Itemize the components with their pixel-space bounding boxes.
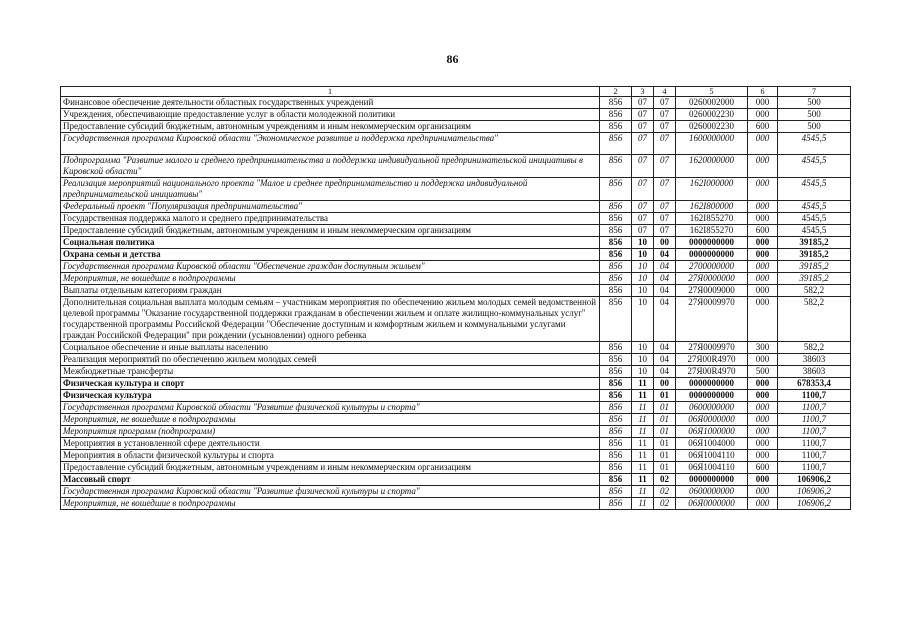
row-cell-code: 856: [600, 285, 632, 297]
row-cell-section: 07: [632, 225, 654, 237]
row-name-cell: Предоставление субсидий бюджетным, автономным учреждениям и иным некоммерческим организациям: [61, 121, 600, 133]
row-cell-target-item: 27Я00R4970: [676, 354, 748, 366]
row-cell-code: 856: [600, 438, 632, 450]
row-cell-section: 11: [632, 426, 654, 438]
row-cell-subsection: 00: [654, 378, 676, 390]
page-number: 86: [446, 52, 459, 66]
row-cell-code: 856: [600, 450, 632, 462]
row-cell-subsection: 01: [654, 438, 676, 450]
row-cell-expense-type: 000: [748, 402, 778, 414]
row-cell-target-item: 0000000000: [676, 237, 748, 249]
row-cell-target-item: 162I855270: [676, 225, 748, 237]
row-cell-target-item: 06Я1004110: [676, 450, 748, 462]
row-cell-section: 10: [632, 285, 654, 297]
table-row: [61, 213, 851, 225]
row-cell-expense-type: 500: [748, 366, 778, 378]
row-cell-amount: 1100,7: [778, 414, 851, 426]
row-cell-code: 856: [600, 225, 632, 237]
row-cell-target-item: 0600000000: [676, 486, 748, 498]
row-name-cell: Охрана семьи и детства: [61, 249, 600, 261]
row-cell-expense-type: 000: [748, 486, 778, 498]
row-cell-amount: 39185,2: [778, 261, 851, 273]
table-row: [61, 450, 851, 462]
table-row: [61, 486, 851, 498]
row-cell-amount: 4545,5: [778, 201, 851, 213]
row-cell-amount: 678353,4: [778, 378, 851, 390]
row-cell-subsection: 07: [654, 121, 676, 133]
row-cell-section: 10: [632, 342, 654, 354]
row-cell-expense-type: 000: [748, 201, 778, 213]
row-cell-expense-type: 000: [748, 498, 778, 510]
row-cell-expense-type: 000: [748, 155, 778, 178]
row-cell-code: 856: [600, 378, 632, 390]
row-cell-target-item: 0000000000: [676, 390, 748, 402]
row-name-cell: Массовый спорт: [61, 474, 600, 486]
row-cell-target-item: 27Я0009000: [676, 285, 748, 297]
row-name-cell: Мероприятия программ (подпрограмм): [61, 426, 600, 438]
table-row: [61, 426, 851, 438]
row-name-cell: Реализация мероприятий по обеспечению жильем молодых семей: [61, 354, 600, 366]
row-cell-expense-type: 600: [748, 462, 778, 474]
row-cell-target-item: 06Я0000000: [676, 498, 748, 510]
table-row: [61, 414, 851, 426]
row-cell-amount: 500: [778, 121, 851, 133]
row-cell-target-item: 0260002230: [676, 121, 748, 133]
row-cell-code: 856: [600, 178, 632, 201]
row-name-cell: Выплаты отдельным категориям граждан: [61, 285, 600, 297]
row-name-cell: Федеральный проект "Популяризация предпринимательства": [61, 201, 600, 213]
table-row: [61, 249, 851, 261]
row-cell-section: 07: [632, 97, 654, 109]
row-cell-subsection: 04: [654, 273, 676, 285]
table-row: [61, 498, 851, 510]
row-cell-code: 856: [600, 261, 632, 273]
col-header-4: 4: [654, 87, 676, 97]
table-row: [61, 354, 851, 366]
row-name-cell: Предоставление субсидий бюджетным, автономным учреждениям и иным некоммерческим организациям: [61, 225, 600, 237]
row-cell-subsection: 07: [654, 213, 676, 225]
row-cell-subsection: 04: [654, 285, 676, 297]
row-cell-expense-type: 300: [748, 342, 778, 354]
row-cell-subsection: 02: [654, 474, 676, 486]
row-name-cell: Мероприятия, не вошедшие в подпрограммы: [61, 414, 600, 426]
row-cell-code: 856: [600, 121, 632, 133]
row-name-cell: Мероприятия, не вошедшие в подпрограммы: [61, 498, 600, 510]
row-cell-code: 856: [600, 97, 632, 109]
row-cell-subsection: 04: [654, 354, 676, 366]
row-cell-code: 856: [600, 354, 632, 366]
row-cell-expense-type: 000: [748, 390, 778, 402]
row-cell-target-item: 27Я0000000: [676, 273, 748, 285]
row-cell-target-item: 27Я0009970: [676, 297, 748, 342]
row-cell-amount: 39185,2: [778, 249, 851, 261]
row-cell-amount: 39185,2: [778, 237, 851, 249]
row-cell-subsection: 01: [654, 390, 676, 402]
row-name-cell: Реализация мероприятий национального проекта "Малое и среднее предпринимательство и поддержка индивидуальной предпринимательской инициативы": [61, 178, 600, 201]
row-cell-target-item: 162I855270: [676, 213, 748, 225]
row-cell-expense-type: 000: [748, 354, 778, 366]
row-name-cell: Мероприятия в области физической культуры и спорта: [61, 450, 600, 462]
row-cell-amount: 1100,7: [778, 438, 851, 450]
row-cell-code: 856: [600, 342, 632, 354]
row-cell-section: 10: [632, 249, 654, 261]
row-cell-code: 856: [600, 297, 632, 342]
table-row: [61, 438, 851, 450]
row-cell-amount: 1100,7: [778, 426, 851, 438]
row-cell-code: 856: [600, 474, 632, 486]
row-cell-code: 856: [600, 155, 632, 178]
table-row: [61, 366, 851, 378]
row-cell-section: 10: [632, 297, 654, 342]
row-cell-target-item: 06Я0000000: [676, 414, 748, 426]
row-cell-section: 07: [632, 213, 654, 225]
row-cell-target-item: 06Я1000000: [676, 426, 748, 438]
row-cell-expense-type: 000: [748, 378, 778, 390]
row-cell-amount: 106906,2: [778, 486, 851, 498]
row-cell-amount: 106906,2: [778, 474, 851, 486]
row-cell-target-item: 0600000000: [676, 402, 748, 414]
row-cell-code: 856: [600, 462, 632, 474]
row-cell-amount: 1100,7: [778, 462, 851, 474]
row-name-cell: Государственная программа Кировской области "Развитие физической культуры и спорта": [61, 486, 600, 498]
row-name-cell: Государственная поддержка малого и среднего предпринимательства: [61, 213, 600, 225]
row-cell-amount: 1100,7: [778, 402, 851, 414]
row-cell-target-item: 27Я00R4970: [676, 366, 748, 378]
row-cell-target-item: 06Я1004110: [676, 462, 748, 474]
col-header-3: 3: [632, 87, 654, 97]
row-cell-subsection: 04: [654, 342, 676, 354]
row-cell-code: 856: [600, 486, 632, 498]
row-name-cell: Межбюджетные трансферты: [61, 366, 600, 378]
table-row: [61, 285, 851, 297]
row-cell-expense-type: 000: [748, 133, 778, 155]
table-row: [61, 462, 851, 474]
row-cell-expense-type: 600: [748, 225, 778, 237]
row-cell-amount: 4545,5: [778, 133, 851, 155]
row-name-cell: Учреждения, обеспечивающие предоставление услуг в области молодежной политики: [61, 109, 600, 121]
row-cell-code: 856: [600, 133, 632, 155]
table-row: [61, 155, 851, 178]
row-cell-amount: 38603: [778, 354, 851, 366]
row-name-cell: Физическая культура: [61, 390, 600, 402]
row-name-cell: Государственная программа Кировской области "Экономическое развитие и поддержка предпринимательства": [61, 133, 600, 155]
col-header-5: 5: [676, 87, 748, 97]
row-cell-amount: 500: [778, 97, 851, 109]
row-cell-code: 856: [600, 273, 632, 285]
row-cell-code: 856: [600, 366, 632, 378]
row-cell-subsection: 07: [654, 97, 676, 109]
row-cell-section: 10: [632, 366, 654, 378]
row-cell-subsection: 04: [654, 366, 676, 378]
row-cell-target-item: 06Я1004000: [676, 438, 748, 450]
row-cell-subsection: 04: [654, 249, 676, 261]
row-cell-amount: 39185,2: [778, 273, 851, 285]
row-cell-section: 10: [632, 273, 654, 285]
table-row: [61, 402, 851, 414]
row-cell-subsection: 02: [654, 486, 676, 498]
row-cell-subsection: 07: [654, 109, 676, 121]
row-cell-subsection: 07: [654, 178, 676, 201]
table-row: [61, 378, 851, 390]
row-cell-expense-type: 000: [748, 249, 778, 261]
table-row: [61, 121, 851, 133]
table-row: [61, 297, 851, 342]
row-cell-code: 856: [600, 249, 632, 261]
row-cell-target-item: 162I000000: [676, 178, 748, 201]
row-cell-target-item: 1620000000: [676, 155, 748, 178]
row-cell-target-item: 0260002230: [676, 109, 748, 121]
row-cell-amount: 1100,7: [778, 390, 851, 402]
row-cell-subsection: 07: [654, 225, 676, 237]
row-name-cell: Государственная программа Кировской области "Обеспечение граждан доступным жильем": [61, 261, 600, 273]
table-row: [61, 109, 851, 121]
row-cell-code: 856: [600, 414, 632, 426]
row-cell-expense-type: 000: [748, 273, 778, 285]
row-cell-expense-type: 000: [748, 213, 778, 225]
row-name-cell: Предоставление субсидий бюджетным, автономным учреждениям и иным некоммерческим организациям: [61, 462, 600, 474]
row-cell-section: 11: [632, 474, 654, 486]
row-cell-target-item: 0260002000: [676, 97, 748, 109]
row-cell-section: 11: [632, 498, 654, 510]
row-cell-code: 856: [600, 213, 632, 225]
row-name-cell: Государственная программа Кировской области "Развитие физической культуры и спорта": [61, 402, 600, 414]
row-cell-section: 11: [632, 390, 654, 402]
row-cell-section: 10: [632, 261, 654, 273]
row-cell-amount: 1100,7: [778, 450, 851, 462]
col-header-6: 6: [748, 87, 778, 97]
row-cell-expense-type: 000: [748, 438, 778, 450]
row-cell-subsection: 01: [654, 414, 676, 426]
row-cell-amount: 4545,5: [778, 155, 851, 178]
row-cell-section: 07: [632, 201, 654, 213]
budget-table: [60, 86, 851, 510]
row-name-cell: Социальная политика: [61, 237, 600, 249]
row-cell-expense-type: 000: [748, 474, 778, 486]
row-cell-section: 11: [632, 462, 654, 474]
row-cell-amount: 106906,2: [778, 498, 851, 510]
row-cell-amount: 582,2: [778, 297, 851, 342]
row-cell-target-item: 0000000000: [676, 474, 748, 486]
row-cell-code: 856: [600, 201, 632, 213]
row-name-cell: Социальное обеспечение и иные выплаты населению: [61, 342, 600, 354]
table-row: [61, 237, 851, 249]
row-cell-code: 856: [600, 402, 632, 414]
row-cell-expense-type: 000: [748, 414, 778, 426]
row-cell-target-item: 1600000000: [676, 133, 748, 155]
row-cell-target-item: 2700000000: [676, 261, 748, 273]
row-cell-subsection: 04: [654, 297, 676, 342]
row-cell-expense-type: 000: [748, 97, 778, 109]
row-cell-section: 11: [632, 450, 654, 462]
row-cell-amount: 500: [778, 109, 851, 121]
row-cell-subsection: 01: [654, 462, 676, 474]
row-cell-expense-type: 000: [748, 450, 778, 462]
col-header-2: 2: [600, 87, 632, 97]
row-cell-expense-type: 000: [748, 178, 778, 201]
row-cell-target-item: 0000000000: [676, 378, 748, 390]
table-header-row: [61, 87, 851, 97]
row-cell-subsection: 02: [654, 498, 676, 510]
row-name-cell: Мероприятия, не вошедшие в подпрограммы: [61, 273, 600, 285]
row-cell-code: 856: [600, 390, 632, 402]
row-cell-subsection: 01: [654, 402, 676, 414]
row-name-cell: Подпрограмма "Развитие малого и среднего предпринимательства и поддержка индивидуальной предпринимательской инициативы в Кировской области": [61, 155, 600, 178]
table-row: [61, 225, 851, 237]
row-name-cell: Мероприятия в установленной сфере деятельности: [61, 438, 600, 450]
row-cell-subsection: 07: [654, 133, 676, 155]
row-cell-target-item: 27Я0009970: [676, 342, 748, 354]
row-cell-amount: 582,2: [778, 285, 851, 297]
row-cell-section: 11: [632, 438, 654, 450]
row-cell-subsection: 01: [654, 450, 676, 462]
col-header-1: 1: [61, 87, 600, 97]
table-row: [61, 97, 851, 109]
row-name-cell: Физическая культура и спорт: [61, 378, 600, 390]
row-cell-code: 856: [600, 237, 632, 249]
table-row: [61, 342, 851, 354]
row-cell-amount: 4545,5: [778, 225, 851, 237]
row-cell-expense-type: 000: [748, 285, 778, 297]
row-cell-section: 10: [632, 354, 654, 366]
row-cell-section: 07: [632, 121, 654, 133]
row-cell-amount: 38603: [778, 366, 851, 378]
row-cell-section: 07: [632, 133, 654, 155]
row-cell-subsection: 07: [654, 201, 676, 213]
col-header-7: 7: [778, 87, 851, 97]
row-cell-section: 11: [632, 414, 654, 426]
row-cell-section: 07: [632, 178, 654, 201]
row-cell-subsection: 00: [654, 237, 676, 249]
table-row: [61, 390, 851, 402]
table-row: [61, 178, 851, 201]
table-row: [61, 261, 851, 273]
row-cell-section: 10: [632, 237, 654, 249]
row-cell-section: 07: [632, 109, 654, 121]
row-cell-amount: 4545,5: [778, 178, 851, 201]
row-cell-code: 856: [600, 426, 632, 438]
row-cell-section: 11: [632, 402, 654, 414]
row-cell-subsection: 04: [654, 261, 676, 273]
row-cell-amount: 582,2: [778, 342, 851, 354]
row-cell-section: 11: [632, 486, 654, 498]
table-row: [61, 273, 851, 285]
table-row: [61, 133, 851, 155]
row-cell-section: 11: [632, 378, 654, 390]
row-cell-subsection: 01: [654, 426, 676, 438]
row-cell-code: 856: [600, 109, 632, 121]
row-cell-target-item: 0000000000: [676, 249, 748, 261]
row-cell-expense-type: 600: [748, 121, 778, 133]
table-row: [61, 474, 851, 486]
row-name-cell: Дополнительная социальная выплата молодым семьям – участникам мероприятия по обеспечению жильем молодых семей ведомственной целевой программы "Оказание государственной поддержки гражданам в обеспечении жильем и оплате жилищно-коммунальных услуг" государственной программы Российской Федерации "Обеспечение доступным и комфортным жильем и коммунальными услугами граждан Российской Федерации" при рождении (усыновлении) одного ребенка: [61, 297, 600, 342]
row-cell-expense-type: 000: [748, 109, 778, 121]
row-cell-amount: 4545,5: [778, 213, 851, 225]
row-cell-expense-type: 000: [748, 261, 778, 273]
row-cell-section: 07: [632, 155, 654, 178]
row-cell-code: 856: [600, 498, 632, 510]
row-cell-subsection: 07: [654, 155, 676, 178]
row-cell-expense-type: 000: [748, 237, 778, 249]
row-cell-target-item: 162I800000: [676, 201, 748, 213]
row-cell-expense-type: 000: [748, 426, 778, 438]
row-cell-expense-type: 000: [748, 297, 778, 342]
table-row: [61, 201, 851, 213]
row-name-cell: Финансовое обеспечение деятельности областных государственных учреждений: [61, 97, 600, 109]
